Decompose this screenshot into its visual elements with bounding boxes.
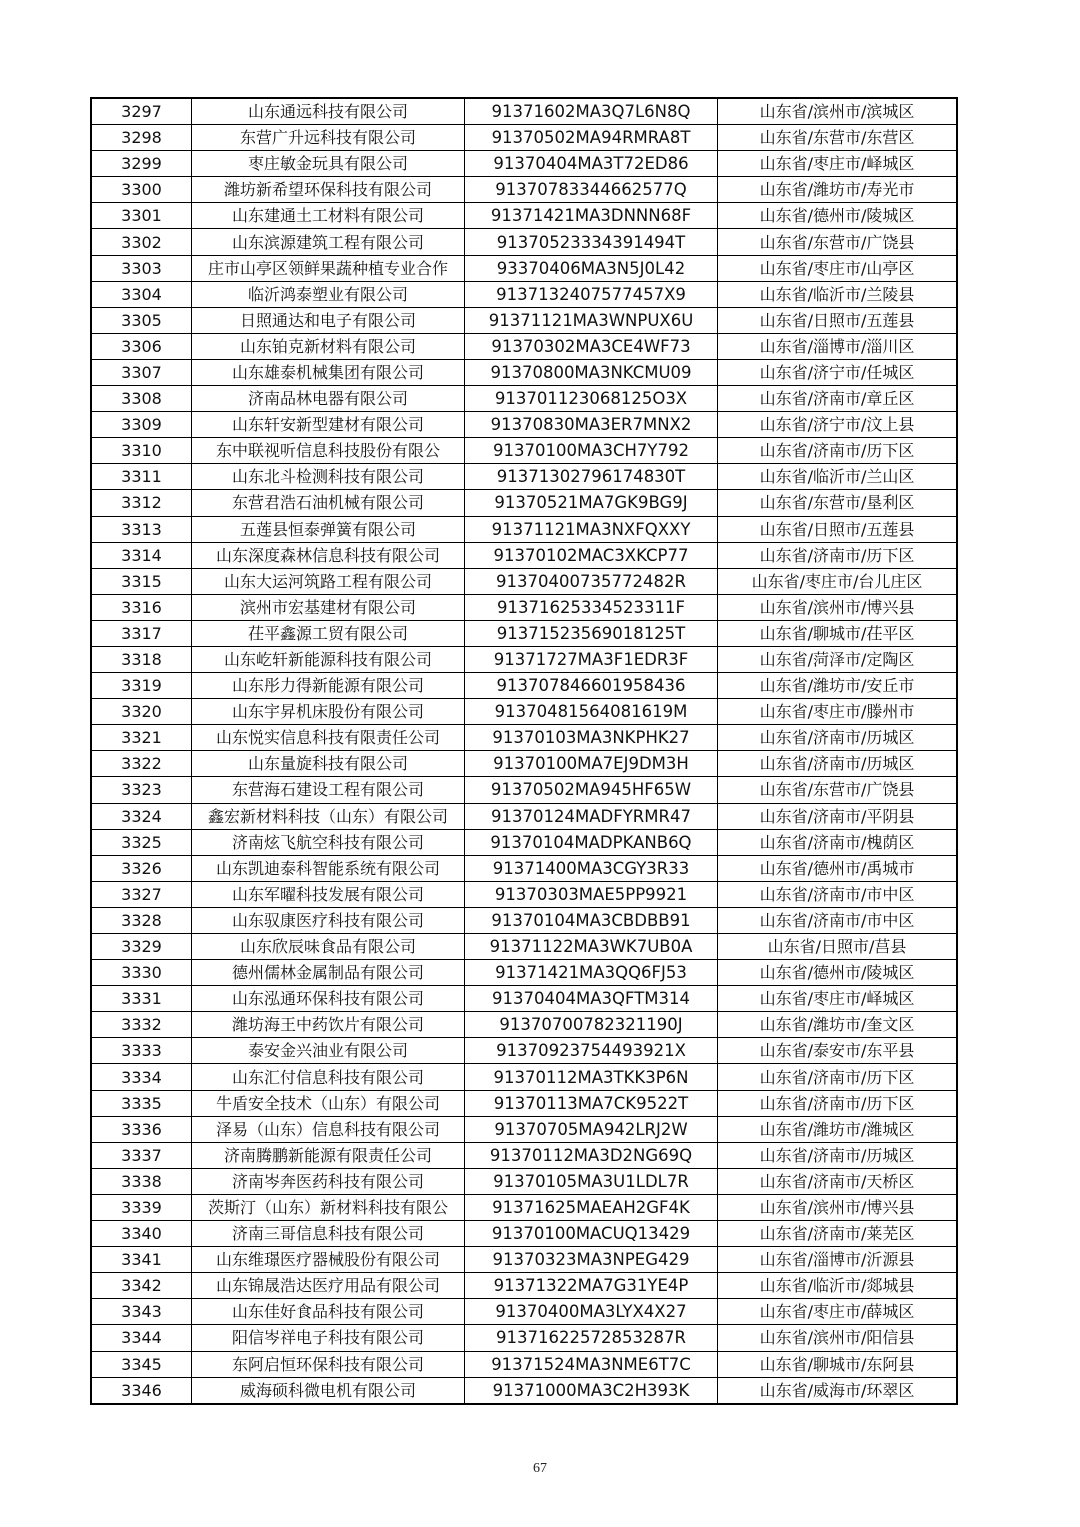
row-number-cell: 3343	[91, 1299, 192, 1325]
row-number-cell: 3313	[91, 516, 192, 542]
row-number-cell: 3346	[91, 1377, 192, 1404]
credit-code-cell: 91370830MA3ER7MNX2	[465, 412, 718, 438]
table-row	[91, 1064, 957, 1090]
table-row	[91, 1325, 957, 1351]
credit-code-cell: 913701123068125O3X	[465, 386, 718, 412]
company-name-cell: 山东量旋科技有限公司	[192, 751, 465, 777]
table-row	[91, 203, 957, 229]
table-row	[91, 699, 957, 725]
company-name-cell: 山东大运河筑路工程有限公司	[192, 568, 465, 594]
credit-code-cell: 91371523569018125T	[465, 620, 718, 646]
row-number-cell: 3303	[91, 255, 192, 281]
region-cell: 山东省/淄博市/沂源县	[718, 1247, 958, 1273]
row-number-cell: 3332	[91, 1012, 192, 1038]
region-cell: 山东省/威海市/环翠区	[718, 1377, 958, 1404]
company-name-cell: 山东轩安新型建材有限公司	[192, 412, 465, 438]
company-name-cell: 山东军曜科技发展有限公司	[192, 881, 465, 907]
table-row	[91, 777, 957, 803]
row-number-cell: 3324	[91, 803, 192, 829]
region-cell: 山东省/临沂市/郯城县	[718, 1273, 958, 1299]
region-cell: 山东省/济南市/平阴县	[718, 803, 958, 829]
company-name-cell: 山东悦实信息科技有限责任公司	[192, 725, 465, 751]
company-name-cell: 山东凯迪泰科智能系统有限公司	[192, 855, 465, 881]
credit-code-cell: 91370124MADFYRMR47	[465, 803, 718, 829]
company-name-cell: 东阿启恒环保科技有限公司	[192, 1351, 465, 1377]
company-name-cell: 鑫宏新材料科技（山东）有限公司	[192, 803, 465, 829]
region-cell: 山东省/枣庄市/峄城区	[718, 986, 958, 1012]
company-table-body	[91, 98, 957, 1404]
table-row	[91, 646, 957, 672]
row-number-cell: 3320	[91, 699, 192, 725]
credit-code-cell: 91370404MA3T72ED86	[465, 151, 718, 177]
region-cell: 山东省/临沂市/兰山区	[718, 464, 958, 490]
region-cell: 山东省/济南市/莱芜区	[718, 1221, 958, 1247]
company-name-cell: 山东雄泰机械集团有限公司	[192, 359, 465, 385]
table-row	[91, 855, 957, 881]
credit-code-cell: 91370923754493921X	[465, 1038, 718, 1064]
page-number: 67	[533, 1461, 547, 1476]
company-name-cell: 山东泓通环保科技有限公司	[192, 986, 465, 1012]
table-row	[91, 1351, 957, 1377]
row-number-cell: 3311	[91, 464, 192, 490]
region-cell: 山东省/济南市/历下区	[718, 1090, 958, 1116]
row-number-cell: 3315	[91, 568, 192, 594]
credit-code-cell: 91370113MA7CK9522T	[465, 1090, 718, 1116]
table-row	[91, 1299, 957, 1325]
credit-code-cell: 91371625334523311F	[465, 594, 718, 620]
credit-code-cell: 91370100MACUQ13429	[465, 1221, 718, 1247]
credit-code-cell: 91371602MA3Q7L6N8Q	[465, 98, 718, 125]
row-number-cell: 3327	[91, 881, 192, 907]
region-cell: 山东省/德州市/陵城区	[718, 203, 958, 229]
company-name-cell: 泽易（山东）信息科技有限公司	[192, 1116, 465, 1142]
row-number-cell: 3312	[91, 490, 192, 516]
row-number-cell: 3318	[91, 646, 192, 672]
credit-code-cell: 91370112MA3D2NG69Q	[465, 1142, 718, 1168]
company-name-cell: 济南炫飞航空科技有限公司	[192, 829, 465, 855]
credit-code-cell: 91370104MADPKANB6Q	[465, 829, 718, 855]
region-cell: 山东省/东营市/东营区	[718, 125, 958, 151]
region-cell: 山东省/潍坊市/寿光市	[718, 177, 958, 203]
company-name-cell: 枣庄敏金玩具有限公司	[192, 151, 465, 177]
region-cell: 山东省/济南市/市中区	[718, 907, 958, 933]
row-number-cell: 3321	[91, 725, 192, 751]
company-name-cell: 山东汇付信息科技有限公司	[192, 1064, 465, 1090]
row-number-cell: 3328	[91, 907, 192, 933]
company-name-cell: 山东深度森林信息科技有限公司	[192, 542, 465, 568]
table-row	[91, 620, 957, 646]
credit-code-cell: 91371121MA3WNPUX6U	[465, 307, 718, 333]
table-row	[91, 986, 957, 1012]
credit-code-cell: 91371302796174830T	[465, 464, 718, 490]
credit-code-cell: 91370302MA3CE4WF73	[465, 333, 718, 359]
table-row	[91, 516, 957, 542]
table-row	[91, 751, 957, 777]
region-cell: 山东省/聊城市/茌平区	[718, 620, 958, 646]
row-number-cell: 3331	[91, 986, 192, 1012]
company-name-cell: 日照通达和电子有限公司	[192, 307, 465, 333]
company-name-cell: 山东铂克新材料有限公司	[192, 333, 465, 359]
table-row	[91, 1012, 957, 1038]
table-row	[91, 1038, 957, 1064]
company-name-cell: 东营广升远科技有限公司	[192, 125, 465, 151]
credit-code-cell: 91370105MA3U1LDL7R	[465, 1168, 718, 1194]
row-number-cell: 3338	[91, 1168, 192, 1194]
row-number-cell: 3344	[91, 1325, 192, 1351]
region-cell: 山东省/菏泽市/定陶区	[718, 646, 958, 672]
table-row	[91, 907, 957, 933]
credit-code-cell: 91371625MAEAH2GF4K	[465, 1194, 718, 1220]
company-name-cell: 济南腾鹏新能源有限责任公司	[192, 1142, 465, 1168]
credit-code-cell: 91371400MA3CGY3R33	[465, 855, 718, 881]
company-name-cell: 滨州市宏基建材有限公司	[192, 594, 465, 620]
credit-code-cell: 91370303MAE5PP9921	[465, 881, 718, 907]
row-number-cell: 3298	[91, 125, 192, 151]
table-row	[91, 412, 957, 438]
company-name-cell: 东中联视听信息科技股份有限公	[192, 438, 465, 464]
company-name-cell: 山东建通土工材料有限公司	[192, 203, 465, 229]
row-number-cell: 3341	[91, 1247, 192, 1273]
region-cell: 山东省/济南市/历下区	[718, 542, 958, 568]
row-number-cell: 3335	[91, 1090, 192, 1116]
table-row	[91, 1247, 957, 1273]
credit-code-cell: 91371622572853287R	[465, 1325, 718, 1351]
region-cell: 山东省/东营市/广饶县	[718, 229, 958, 255]
company-name-cell: 山东宇昇机床股份有限公司	[192, 699, 465, 725]
company-name-cell: 五莲县恒泰弹簧有限公司	[192, 516, 465, 542]
credit-code-cell: 91370783344662577Q	[465, 177, 718, 203]
region-cell: 山东省/枣庄市/薛城区	[718, 1299, 958, 1325]
table-row	[91, 281, 957, 307]
region-cell: 山东省/潍坊市/潍城区	[718, 1116, 958, 1142]
table-row	[91, 725, 957, 751]
region-cell: 山东省/济南市/市中区	[718, 881, 958, 907]
company-name-cell: 茨斯汀（山东）新材料科技有限公	[192, 1194, 465, 1220]
company-name-cell: 德州儒林金属制品有限公司	[192, 960, 465, 986]
region-cell: 山东省/济南市/天桥区	[718, 1168, 958, 1194]
company-name-cell: 茌平鑫源工贸有限公司	[192, 620, 465, 646]
table-row	[91, 386, 957, 412]
company-name-cell: 东营君浩石油机械有限公司	[192, 490, 465, 516]
credit-code-cell: 91370502MA94RMRA8T	[465, 125, 718, 151]
credit-code-cell: 91371524MA3NME6T7C	[465, 1351, 718, 1377]
row-number-cell: 3330	[91, 960, 192, 986]
credit-code-cell: 91371122MA3WK7UB0A	[465, 934, 718, 960]
row-number-cell: 3329	[91, 934, 192, 960]
credit-code-cell: 91370100MA7EJ9DM3H	[465, 751, 718, 777]
table-row	[91, 229, 957, 255]
region-cell: 山东省/东营市/垦利区	[718, 490, 958, 516]
table-row	[91, 490, 957, 516]
table-row	[91, 960, 957, 986]
row-number-cell: 3322	[91, 751, 192, 777]
table-row	[91, 438, 957, 464]
region-cell: 山东省/济南市/历城区	[718, 751, 958, 777]
region-cell: 山东省/淄博市/淄川区	[718, 333, 958, 359]
company-name-cell: 济南三哥信息科技有限公司	[192, 1221, 465, 1247]
company-name-cell: 潍坊新希望环保科技有限公司	[192, 177, 465, 203]
credit-code-cell: 91370400MA3LYX4X27	[465, 1299, 718, 1325]
credit-code-cell: 91370523334391494T	[465, 229, 718, 255]
row-number-cell: 3333	[91, 1038, 192, 1064]
region-cell: 山东省/枣庄市/山亭区	[718, 255, 958, 281]
row-number-cell: 3309	[91, 412, 192, 438]
region-cell: 山东省/济宁市/汶上县	[718, 412, 958, 438]
row-number-cell: 3316	[91, 594, 192, 620]
company-name-cell: 山东屹轩新能源科技有限公司	[192, 646, 465, 672]
region-cell: 山东省/临沂市/兰陵县	[718, 281, 958, 307]
row-number-cell: 3305	[91, 307, 192, 333]
company-name-cell: 山东维璟医疗器械股份有限公司	[192, 1247, 465, 1273]
region-cell: 山东省/泰安市/东平县	[718, 1038, 958, 1064]
row-number-cell: 3340	[91, 1221, 192, 1247]
row-number-cell: 3314	[91, 542, 192, 568]
region-cell: 山东省/德州市/陵城区	[718, 960, 958, 986]
table-row	[91, 151, 957, 177]
table-row	[91, 1116, 957, 1142]
table-row	[91, 177, 957, 203]
row-number-cell: 3304	[91, 281, 192, 307]
company-name-cell: 阳信岑祥电子科技有限公司	[192, 1325, 465, 1351]
row-number-cell: 3336	[91, 1116, 192, 1142]
credit-code-cell: 9137132407577457X9	[465, 281, 718, 307]
region-cell: 山东省/济南市/历城区	[718, 1142, 958, 1168]
company-name-cell: 济南品林电器有限公司	[192, 386, 465, 412]
table-row	[91, 803, 957, 829]
credit-code-cell: 91370481564081619M	[465, 699, 718, 725]
credit-code-cell: 91371727MA3F1EDR3F	[465, 646, 718, 672]
region-cell: 山东省/日照市/莒县	[718, 934, 958, 960]
credit-code-cell: 91370700782321190J	[465, 1012, 718, 1038]
credit-code-cell: 91371421MA3QQ6FJ53	[465, 960, 718, 986]
credit-code-cell: 93370406MA3N5J0L42	[465, 255, 718, 281]
table-row	[91, 1142, 957, 1168]
company-name-cell: 山东欣辰味食品有限公司	[192, 934, 465, 960]
region-cell: 山东省/济南市/章丘区	[718, 386, 958, 412]
table-row	[91, 1194, 957, 1220]
row-number-cell: 3301	[91, 203, 192, 229]
table-row	[91, 594, 957, 620]
company-name-cell: 山东锦晟浩达医疗用品有限公司	[192, 1273, 465, 1299]
table-row	[91, 673, 957, 699]
row-number-cell: 3300	[91, 177, 192, 203]
table-row	[91, 333, 957, 359]
region-cell: 山东省/潍坊市/奎文区	[718, 1012, 958, 1038]
region-cell: 山东省/枣庄市/滕州市	[718, 699, 958, 725]
table-row	[91, 542, 957, 568]
region-cell: 山东省/滨州市/博兴县	[718, 1194, 958, 1220]
company-name-cell: 山东彤力得新能源有限公司	[192, 673, 465, 699]
region-cell: 山东省/枣庄市/台儿庄区	[718, 568, 958, 594]
table-row	[91, 934, 957, 960]
credit-code-cell: 91370404MA3QFTM314	[465, 986, 718, 1012]
region-cell: 山东省/日照市/五莲县	[718, 307, 958, 333]
row-number-cell: 3306	[91, 333, 192, 359]
table-row	[91, 464, 957, 490]
row-number-cell: 3342	[91, 1273, 192, 1299]
region-cell: 山东省/济南市/槐荫区	[718, 829, 958, 855]
credit-code-cell: 91370102MAC3XKCP77	[465, 542, 718, 568]
table-row	[91, 307, 957, 333]
company-name-cell: 庄市山亭区领鲜果蔬种植专业合作	[192, 255, 465, 281]
row-number-cell: 3345	[91, 1351, 192, 1377]
credit-code-cell: 91370400735772482R	[465, 568, 718, 594]
table-row	[91, 1377, 957, 1404]
table-row	[91, 1221, 957, 1247]
table-row	[91, 568, 957, 594]
row-number-cell: 3325	[91, 829, 192, 855]
table-row	[91, 125, 957, 151]
company-name-cell: 泰安金兴油业有限公司	[192, 1038, 465, 1064]
company-name-cell: 威海硕科微电机有限公司	[192, 1377, 465, 1404]
company-name-cell: 牛盾安全技术（山东）有限公司	[192, 1090, 465, 1116]
table-row	[91, 359, 957, 385]
credit-code-cell: 91371000MA3C2H393K	[465, 1377, 718, 1404]
row-number-cell: 3297	[91, 98, 192, 125]
region-cell: 山东省/潍坊市/安丘市	[718, 673, 958, 699]
row-number-cell: 3317	[91, 620, 192, 646]
row-number-cell: 3308	[91, 386, 192, 412]
region-cell: 山东省/济南市/历城区	[718, 725, 958, 751]
row-number-cell: 3302	[91, 229, 192, 255]
region-cell: 山东省/日照市/五莲县	[718, 516, 958, 542]
credit-code-cell: 91370112MA3TKK3P6N	[465, 1064, 718, 1090]
company-name-cell: 山东北斗检测科技有限公司	[192, 464, 465, 490]
row-number-cell: 3307	[91, 359, 192, 385]
company-name-cell: 东营海石建设工程有限公司	[192, 777, 465, 803]
row-number-cell: 3326	[91, 855, 192, 881]
region-cell: 山东省/东营市/广饶县	[718, 777, 958, 803]
row-number-cell: 3310	[91, 438, 192, 464]
credit-code-cell: 91370104MA3CBDBB91	[465, 907, 718, 933]
credit-code-cell: 91371322MA7G31YE4P	[465, 1273, 718, 1299]
region-cell: 山东省/聊城市/东阿县	[718, 1351, 958, 1377]
credit-code-cell: 91371421MA3DNNN68F	[465, 203, 718, 229]
table-row	[91, 881, 957, 907]
region-cell: 山东省/滨州市/博兴县	[718, 594, 958, 620]
company-name-cell: 山东通远科技有限公司	[192, 98, 465, 125]
credit-code-cell: 91370100MA3CH7Y792	[465, 438, 718, 464]
region-cell: 山东省/德州市/禹城市	[718, 855, 958, 881]
credit-code-cell: 91371121MA3NXFQXXY	[465, 516, 718, 542]
row-number-cell: 3334	[91, 1064, 192, 1090]
company-name-cell: 山东佳好食品科技有限公司	[192, 1299, 465, 1325]
company-table-container	[90, 97, 955, 1405]
region-cell: 山东省/济宁市/任城区	[718, 359, 958, 385]
credit-code-cell: 91370502MA945HF65W	[465, 777, 718, 803]
table-row	[91, 1273, 957, 1299]
row-number-cell: 3337	[91, 1142, 192, 1168]
region-cell: 山东省/济南市/历下区	[718, 1064, 958, 1090]
table-row	[91, 255, 957, 281]
table-row	[91, 829, 957, 855]
table-row	[91, 1168, 957, 1194]
credit-code-cell: 91370705MA942LRJ2W	[465, 1116, 718, 1142]
credit-code-cell: 91370103MA3NKPHK27	[465, 725, 718, 751]
credit-code-cell: 91370800MA3NKCMU09	[465, 359, 718, 385]
row-number-cell: 3323	[91, 777, 192, 803]
company-name-cell: 山东驭康医疗科技有限公司	[192, 907, 465, 933]
company-table	[90, 97, 958, 1405]
credit-code-cell: 91370521MA7GK9BG9J	[465, 490, 718, 516]
company-name-cell: 临沂鸿泰塑业有限公司	[192, 281, 465, 307]
table-row	[91, 1090, 957, 1116]
company-name-cell: 潍坊海王中药饮片有限公司	[192, 1012, 465, 1038]
company-name-cell: 济南岑奔医药科技有限公司	[192, 1168, 465, 1194]
region-cell: 山东省/滨州市/滨城区	[718, 98, 958, 125]
company-name-cell: 山东滨源建筑工程有限公司	[192, 229, 465, 255]
credit-code-cell: 913707846601958436	[465, 673, 718, 699]
credit-code-cell: 91370323MA3NPEG429	[465, 1247, 718, 1273]
region-cell: 山东省/枣庄市/峄城区	[718, 151, 958, 177]
table-row	[91, 98, 957, 125]
row-number-cell: 3339	[91, 1194, 192, 1220]
row-number-cell: 3299	[91, 151, 192, 177]
region-cell: 山东省/济南市/历下区	[718, 438, 958, 464]
region-cell: 山东省/滨州市/阳信县	[718, 1325, 958, 1351]
row-number-cell: 3319	[91, 673, 192, 699]
